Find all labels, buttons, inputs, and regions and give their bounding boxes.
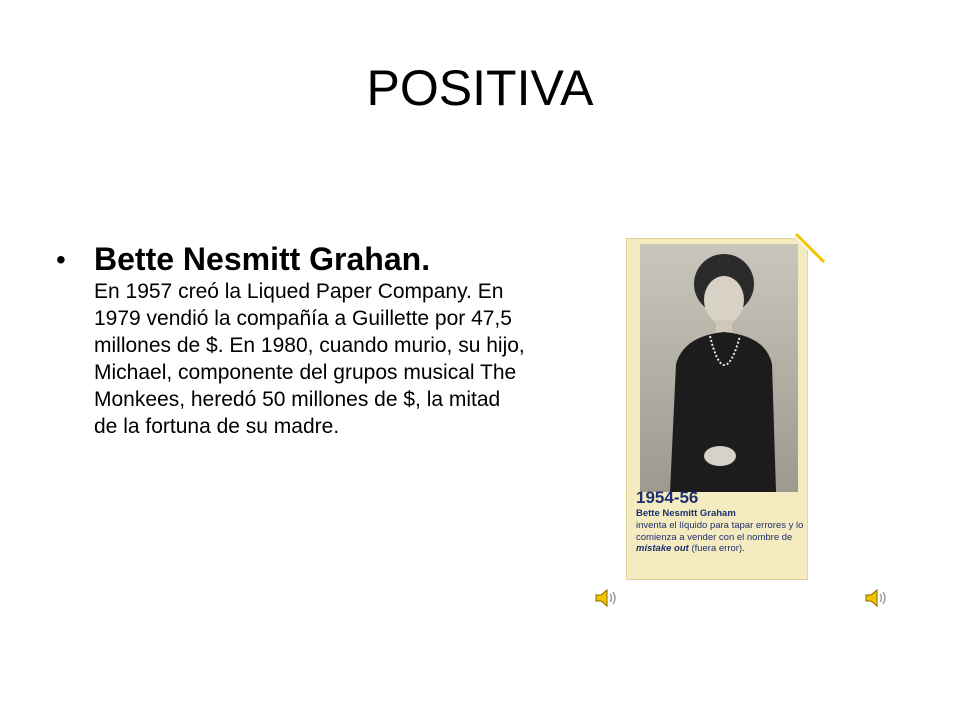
card-year: 1954-56: [636, 488, 699, 507]
page-fold-decoration: [790, 232, 826, 268]
card-desc-main: inventa el líquido para tapar errores y lo comienza a vender con el nombre de: [636, 520, 804, 543]
speaker-icon[interactable]: [594, 587, 620, 609]
card-desc-tail: (fuera error).: [691, 543, 745, 554]
slide-title: POSITIVA: [366, 60, 594, 116]
bullet-item: [56, 240, 526, 440]
history-card: [626, 238, 808, 580]
card-name: Bette Nesmitt Graham: [636, 508, 736, 519]
bullet-text: [94, 240, 526, 440]
bullet-dot: •: [56, 244, 66, 275]
speaker-icon[interactable]: [864, 587, 890, 609]
bullet-body: En 1957 creó la Liqued Paper Company. En 1979 vendió la compañía a Guillette por 47,5 millones de $. En 1980, cuando murio, su hijo, Michael, componente del grupos musical The Monkees, heredó 50 millones de $, la mitad de la fortuna de su madre.: [94, 280, 525, 438]
bullet-heading: Bette Nesmitt Grahan.: [94, 241, 431, 277]
card-desc-emphasis: mistake out: [636, 543, 689, 554]
portrait-photo: [640, 244, 798, 492]
card-description: [636, 520, 804, 555]
